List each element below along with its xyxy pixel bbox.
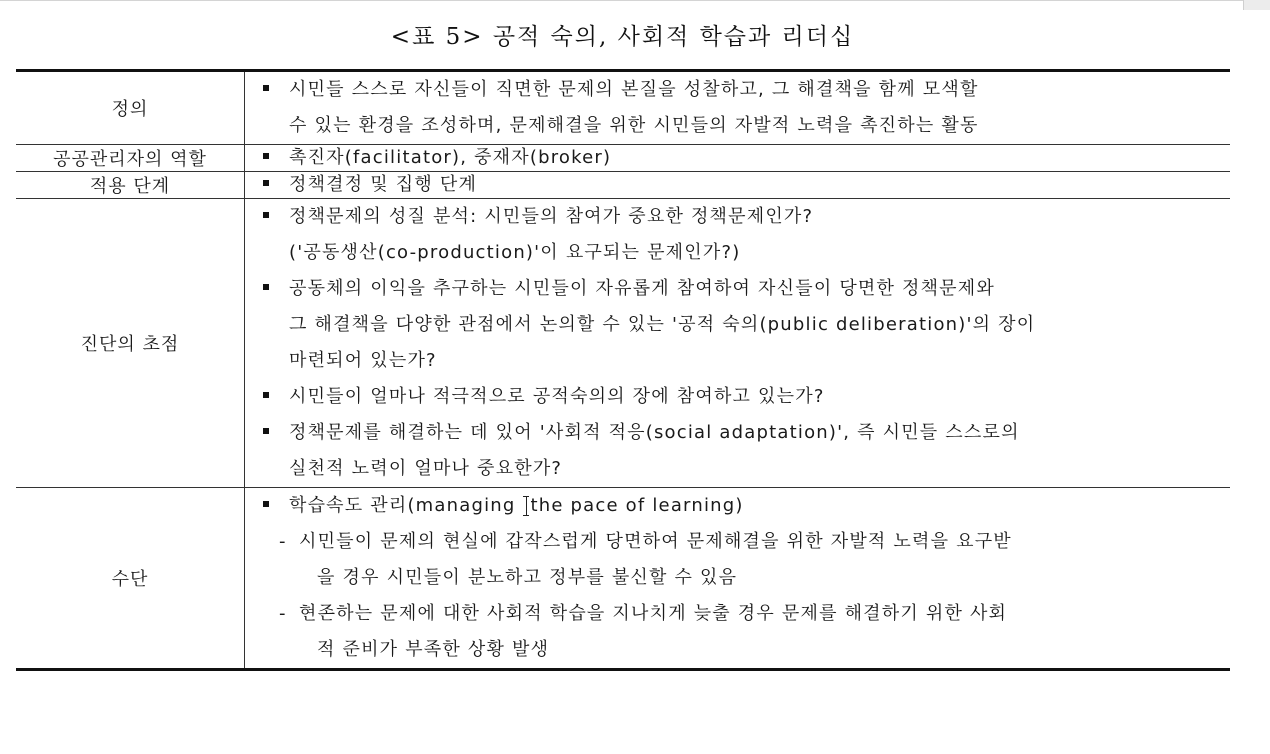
continuation-line: 적 준비가 부족한 상황 발생 — [317, 639, 550, 660]
continuation-line: 마련되어 있는가? — [289, 350, 437, 371]
bullet-line: 학습속도 관리(managing the pace of learning) — [263, 488, 1230, 524]
row-content-means — [245, 488, 1231, 670]
table-row-definition — [16, 71, 1230, 145]
bullet-line: 촉진자(facilitator), 중재자(broker) — [263, 146, 1230, 170]
dash-bullet-icon: - — [279, 531, 287, 552]
continuation-line: 실천적 노력이 얼마나 중요한가? — [289, 458, 563, 479]
row-label-diagnosis: 진단의 초점 — [16, 199, 245, 488]
row-content-stage — [245, 172, 1231, 199]
bullet-line: 시민들 스스로 자신들이 직면한 문제의 본질을 성찰하고, 그 해결책을 함께 모색할 — [263, 72, 1230, 108]
dash-line: - 현존하는 문제에 대한 사회적 학습을 지나치게 늦출 경우 문제를 해결하기 위한 사회 — [263, 596, 1230, 632]
square-bullet-icon — [263, 85, 269, 91]
row-label-means: 수단 — [16, 488, 245, 670]
square-bullet-icon — [263, 501, 269, 507]
bullet-line: 정책결정 및 집행 단계 — [263, 173, 1230, 197]
row-label-definition: 정의 — [16, 71, 245, 145]
table-row-diagnosis — [16, 199, 1230, 488]
square-bullet-icon — [263, 180, 269, 186]
square-bullet-icon — [263, 392, 269, 398]
square-bullet-icon — [263, 428, 269, 434]
continuation-line: 수 있는 환경을 조성하며, 문제해결을 위한 시민들의 자발적 노력을 촉진하는 활동 — [289, 115, 979, 136]
continuation-line: 그 해결책을 다양한 관점에서 논의할 수 있는 '공적 숙의(public deliberation)'의 장이 — [289, 314, 1036, 335]
dash-bullet-icon: - — [279, 603, 287, 624]
row-content-diagnosis — [245, 199, 1231, 488]
row-content-definition — [245, 71, 1231, 145]
scrollbar-corner[interactable] — [1243, 0, 1270, 10]
text-cursor-icon — [523, 495, 529, 517]
bullet-line: 시민들이 얼마나 적극적으로 공적숙의의 장에 참여하고 있는가? — [263, 379, 1230, 415]
square-bullet-icon — [263, 284, 269, 290]
window-top-border — [0, 0, 1270, 1]
bullet-line: 정책문제를 해결하는 데 있어 '사회적 적응(social adaptation)', 즉 시민들 스스로의 — [263, 415, 1230, 451]
square-bullet-icon — [263, 153, 269, 159]
continuation-line: ('공동생산(co-production)'이 요구되는 문제인가?) — [289, 242, 741, 263]
table-row-role — [16, 145, 1230, 172]
continuation-line: 을 경우 시민들이 분노하고 정부를 불신할 수 있음 — [317, 567, 738, 588]
table-row-means — [16, 488, 1230, 670]
table-row-stage — [16, 172, 1230, 199]
bullet-line: 정책문제의 성질 분석: 시민들의 참여가 중요한 정책문제인가? — [263, 199, 1230, 235]
row-label-stage: 적용 단계 — [16, 172, 245, 199]
bullet-line: 공동체의 이익을 추구하는 시민들이 자유롭게 참여하여 자신들이 당면한 정책문제와 — [263, 271, 1230, 307]
dash-line: - 시민들이 문제의 현실에 갑작스럽게 당면하여 문제해결을 위한 자발적 노력을 요구받 — [263, 524, 1230, 560]
table-title: <표 5> 공적 숙의, 사회적 학습과 리더십 — [390, 24, 855, 50]
row-content-role — [245, 145, 1231, 172]
summary-table — [16, 69, 1230, 671]
row-label-role: 공공관리자의 역할 — [16, 145, 245, 172]
square-bullet-icon — [263, 212, 269, 218]
